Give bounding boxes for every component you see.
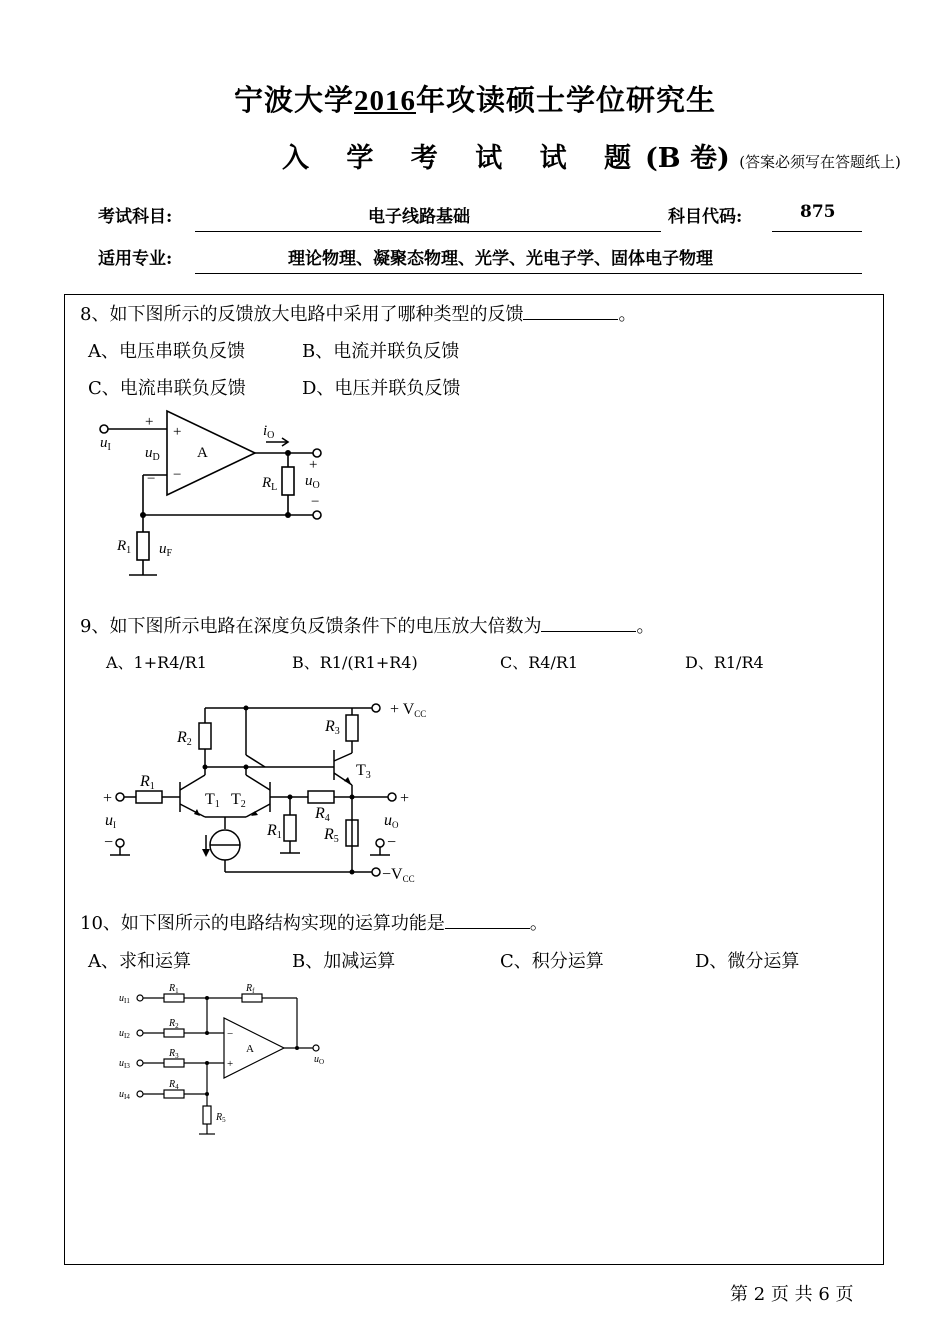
label-plus-in: + bbox=[145, 414, 154, 430]
label-iO: $i_O$ bbox=[263, 423, 275, 441]
q9-option-d: D、R1/R4 bbox=[685, 653, 764, 672]
label-minus-in: − bbox=[104, 834, 114, 851]
label-amp: A bbox=[246, 1043, 254, 1055]
label-plus-in: + bbox=[103, 790, 113, 807]
label-R3: R3 bbox=[325, 718, 340, 737]
label-R1: $R_1$ bbox=[117, 538, 132, 556]
question-9: 9、如下图所示电路在深度负反馈条件下的电压放大倍数为 。 bbox=[80, 616, 655, 637]
figure-q8-circuit bbox=[95, 405, 340, 585]
exam-year: 2016 bbox=[354, 85, 416, 117]
q10-option-a: A、求和运算 bbox=[88, 951, 191, 972]
label-uO: $u_O$ bbox=[305, 473, 320, 491]
label-R1-shunt: R1 bbox=[267, 822, 282, 841]
label-R4: $R_4$ bbox=[169, 1079, 179, 1091]
q8-option-b: B、电流并联负反馈 bbox=[302, 341, 460, 362]
q10-option-d: D、微分运算 bbox=[695, 951, 800, 972]
q8-option-d: D、电压并联负反馈 bbox=[302, 378, 461, 399]
label-plus-noninv: + bbox=[173, 424, 182, 440]
label-minus-out: − bbox=[311, 494, 320, 510]
label-plus-out: + bbox=[400, 790, 410, 807]
answer-blank bbox=[541, 615, 636, 632]
major-underline bbox=[195, 273, 862, 274]
q9-option-a: A、1+R4/R1 bbox=[106, 653, 207, 672]
label-vcc-neg: −VCC bbox=[382, 866, 415, 884]
q8-option-a: A、电压串联负反馈 bbox=[88, 341, 245, 362]
label-minus-out: − bbox=[387, 834, 397, 851]
answer-blank bbox=[445, 912, 530, 929]
label-minus-inv: − bbox=[227, 1028, 234, 1040]
exam-subtitle: 入 学 考 试 试 题(B 卷) (答案必须写在答题纸上) bbox=[282, 143, 901, 174]
q9-option-c: C、R4/R1 bbox=[500, 653, 579, 672]
label-plus-noninv: + bbox=[227, 1058, 234, 1070]
label-T3: T3 bbox=[356, 762, 371, 781]
answer-blank bbox=[523, 303, 618, 320]
label-RL: $R_L$ bbox=[262, 475, 278, 493]
label-ui: uI bbox=[105, 812, 116, 830]
code-value: 875 bbox=[800, 202, 836, 222]
code-label: 科目代码: bbox=[668, 207, 743, 227]
label-T2: T2 bbox=[231, 791, 246, 810]
figure-q9-circuit bbox=[100, 695, 430, 890]
paper-variant: (B 卷) bbox=[645, 143, 730, 174]
question-10: 10、如下图所示的电路结构实现的运算功能是 。 bbox=[80, 913, 548, 934]
label-R4: R4 bbox=[315, 805, 330, 824]
label-Rf: $R_f$ bbox=[246, 983, 255, 995]
subject-value: 电子线路基础 bbox=[368, 207, 470, 227]
question-8: 8、如下图所示的反馈放大电路中采用了哪种类型的反馈 。 bbox=[80, 304, 637, 325]
label-uF: $u_F$ bbox=[159, 541, 173, 559]
label-R5: $R_5$ bbox=[216, 1112, 226, 1124]
label-R1: $R_1$ bbox=[169, 983, 179, 995]
label-uD: $u_D$ bbox=[145, 445, 160, 463]
figure-q10-circuit bbox=[112, 982, 332, 1142]
label-uI3: $u_{I3}$ bbox=[119, 1058, 130, 1070]
label-uI4: $u_{I4}$ bbox=[119, 1089, 130, 1101]
label-minus-inv: − bbox=[173, 467, 182, 483]
label-T1: T1 bbox=[205, 791, 220, 810]
major-label: 适用专业: bbox=[98, 249, 173, 269]
label-uO: $u_O$ bbox=[314, 1054, 325, 1066]
major-value: 理论物理、凝聚态物理、光学、光电子学、固体电子物理 bbox=[288, 249, 713, 269]
exam-title: 宁波大学2016年攻读硕士学位研究生 bbox=[233, 83, 717, 117]
label-uI2: $u_{I2}$ bbox=[119, 1028, 130, 1040]
label-R2: R2 bbox=[177, 729, 192, 748]
q10-option-c: C、积分运算 bbox=[500, 951, 604, 972]
label-uI: $u_I$ bbox=[100, 435, 111, 453]
label-amp: A bbox=[197, 445, 208, 461]
label-minus-fb: − bbox=[147, 471, 156, 487]
label-vcc-pos: + VCC bbox=[390, 701, 427, 719]
label-R5: R5 bbox=[324, 826, 339, 845]
label-R1-input: R1 bbox=[140, 773, 155, 792]
q10-option-b: B、加减运算 bbox=[292, 951, 396, 972]
label-uI1: $u_{I1}$ bbox=[119, 993, 130, 1005]
q8-option-c: C、电流串联负反馈 bbox=[88, 378, 246, 399]
answer-note: (答案必须写在答题纸上) bbox=[739, 153, 901, 171]
code-underline bbox=[772, 231, 862, 232]
page-number: 第 2 页 共 6 页 bbox=[730, 1284, 854, 1305]
label-uo: uO bbox=[384, 812, 399, 830]
subject-underline bbox=[195, 231, 661, 232]
label-plus-out: + bbox=[309, 457, 318, 473]
label-R3: $R_3$ bbox=[169, 1048, 179, 1060]
q9-option-b: B、R1/(R1+R4) bbox=[292, 653, 418, 672]
label-R2: $R_2$ bbox=[169, 1018, 179, 1030]
subject-label: 考试科目: bbox=[98, 207, 173, 227]
